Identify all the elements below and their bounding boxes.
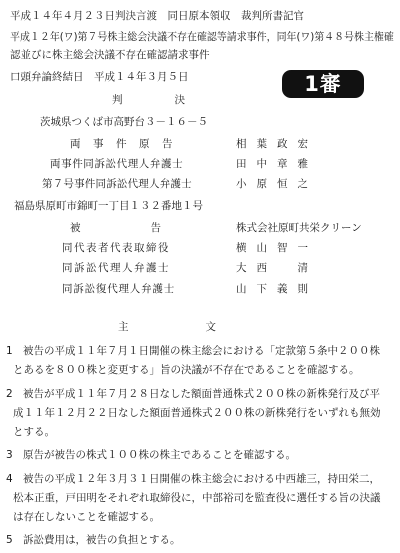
plaintiff-address: 茨城県つくば市高野台３－１６－５ <box>40 116 208 128</box>
party-label: 同訴訟復代理人弁護士 <box>62 283 175 295</box>
decision-date-line: 平成１４年４月２３日判決言渡 同日原本領収 裁判所書記官 <box>10 10 304 22</box>
item-number: 1 <box>6 345 13 357</box>
item-number: 2 <box>6 388 13 400</box>
party-name: 大西 清 <box>236 262 318 274</box>
hearing-end-date: 口頭弁論終結日 平成１４年３月５日 <box>10 71 189 83</box>
first-instance-badge: 1審 <box>282 70 364 98</box>
party-name: 相葉政宏 <box>236 138 318 150</box>
party-label: 被 告 <box>70 222 162 234</box>
item-line: 訴訟費用は，被告の負担とする。 <box>23 534 181 546</box>
party-name: 山下義則 <box>236 283 318 295</box>
item-line: とあるを８００株と変更する」旨の決議が不存在であることを確認する。 <box>13 364 360 376</box>
party-name: 株式会社原町共栄クリーン <box>236 222 362 234</box>
item-line: は存在しないことを確認する。 <box>13 511 160 523</box>
item-line: 原告が被告の株式１００株の株主であることを確認する。 <box>23 449 296 461</box>
item-line: 被告が平成１１年７月２８日なした額面普通株式２００株の新株発行及び平 <box>23 388 380 400</box>
item-line: 被告の平成１１年７月１日開催の株主総会における「定款第５条中２００株 <box>23 345 380 357</box>
item-number: 4 <box>6 473 13 485</box>
item-line: 成１１年１２月２２日なした額面普通株式２００株の新株発行をいずれも無効 <box>13 407 381 419</box>
item-line: とする。 <box>13 426 55 438</box>
item-number: 5 <box>6 534 13 546</box>
main-text-heading: 主 文 <box>118 321 218 333</box>
item-number: 3 <box>6 449 13 461</box>
party-label: 両 事 件 原 告 <box>70 138 174 150</box>
party-label: 両事件同訴訟代理人弁護士 <box>50 158 184 170</box>
party-name: 小原恒之 <box>236 178 318 190</box>
party-name: 田中章雅 <box>236 158 318 170</box>
party-label: 同訴訟代理人弁護士 <box>62 262 170 274</box>
case-title-continuation: 認並びに株主総会決議不存在確認請求事件 <box>10 49 210 61</box>
case-title-line: 平成１２年(ワ)第７号株主総会決議不存在確認等請求事件，同年(ワ)第４８号株主権確 <box>10 31 394 43</box>
party-label: 第７号事件同訴訟代理人弁護士 <box>42 178 192 190</box>
party-name: 横山智一 <box>236 242 318 254</box>
defendant-address: 福島県原町市錦町一丁目１３２番地１号 <box>14 200 203 212</box>
party-label: 同代表者代表取締役 <box>62 242 170 254</box>
item-line: 被告の平成１２年３月３１日開催の株主総会における中西雄三，持田栄二， <box>23 473 380 485</box>
judgment-heading: 判 決 <box>112 94 187 106</box>
item-line: 松本正重，戸田明をそれぞれ取締役に，中部裕司を監査役に選任する旨の決議 <box>13 492 381 504</box>
